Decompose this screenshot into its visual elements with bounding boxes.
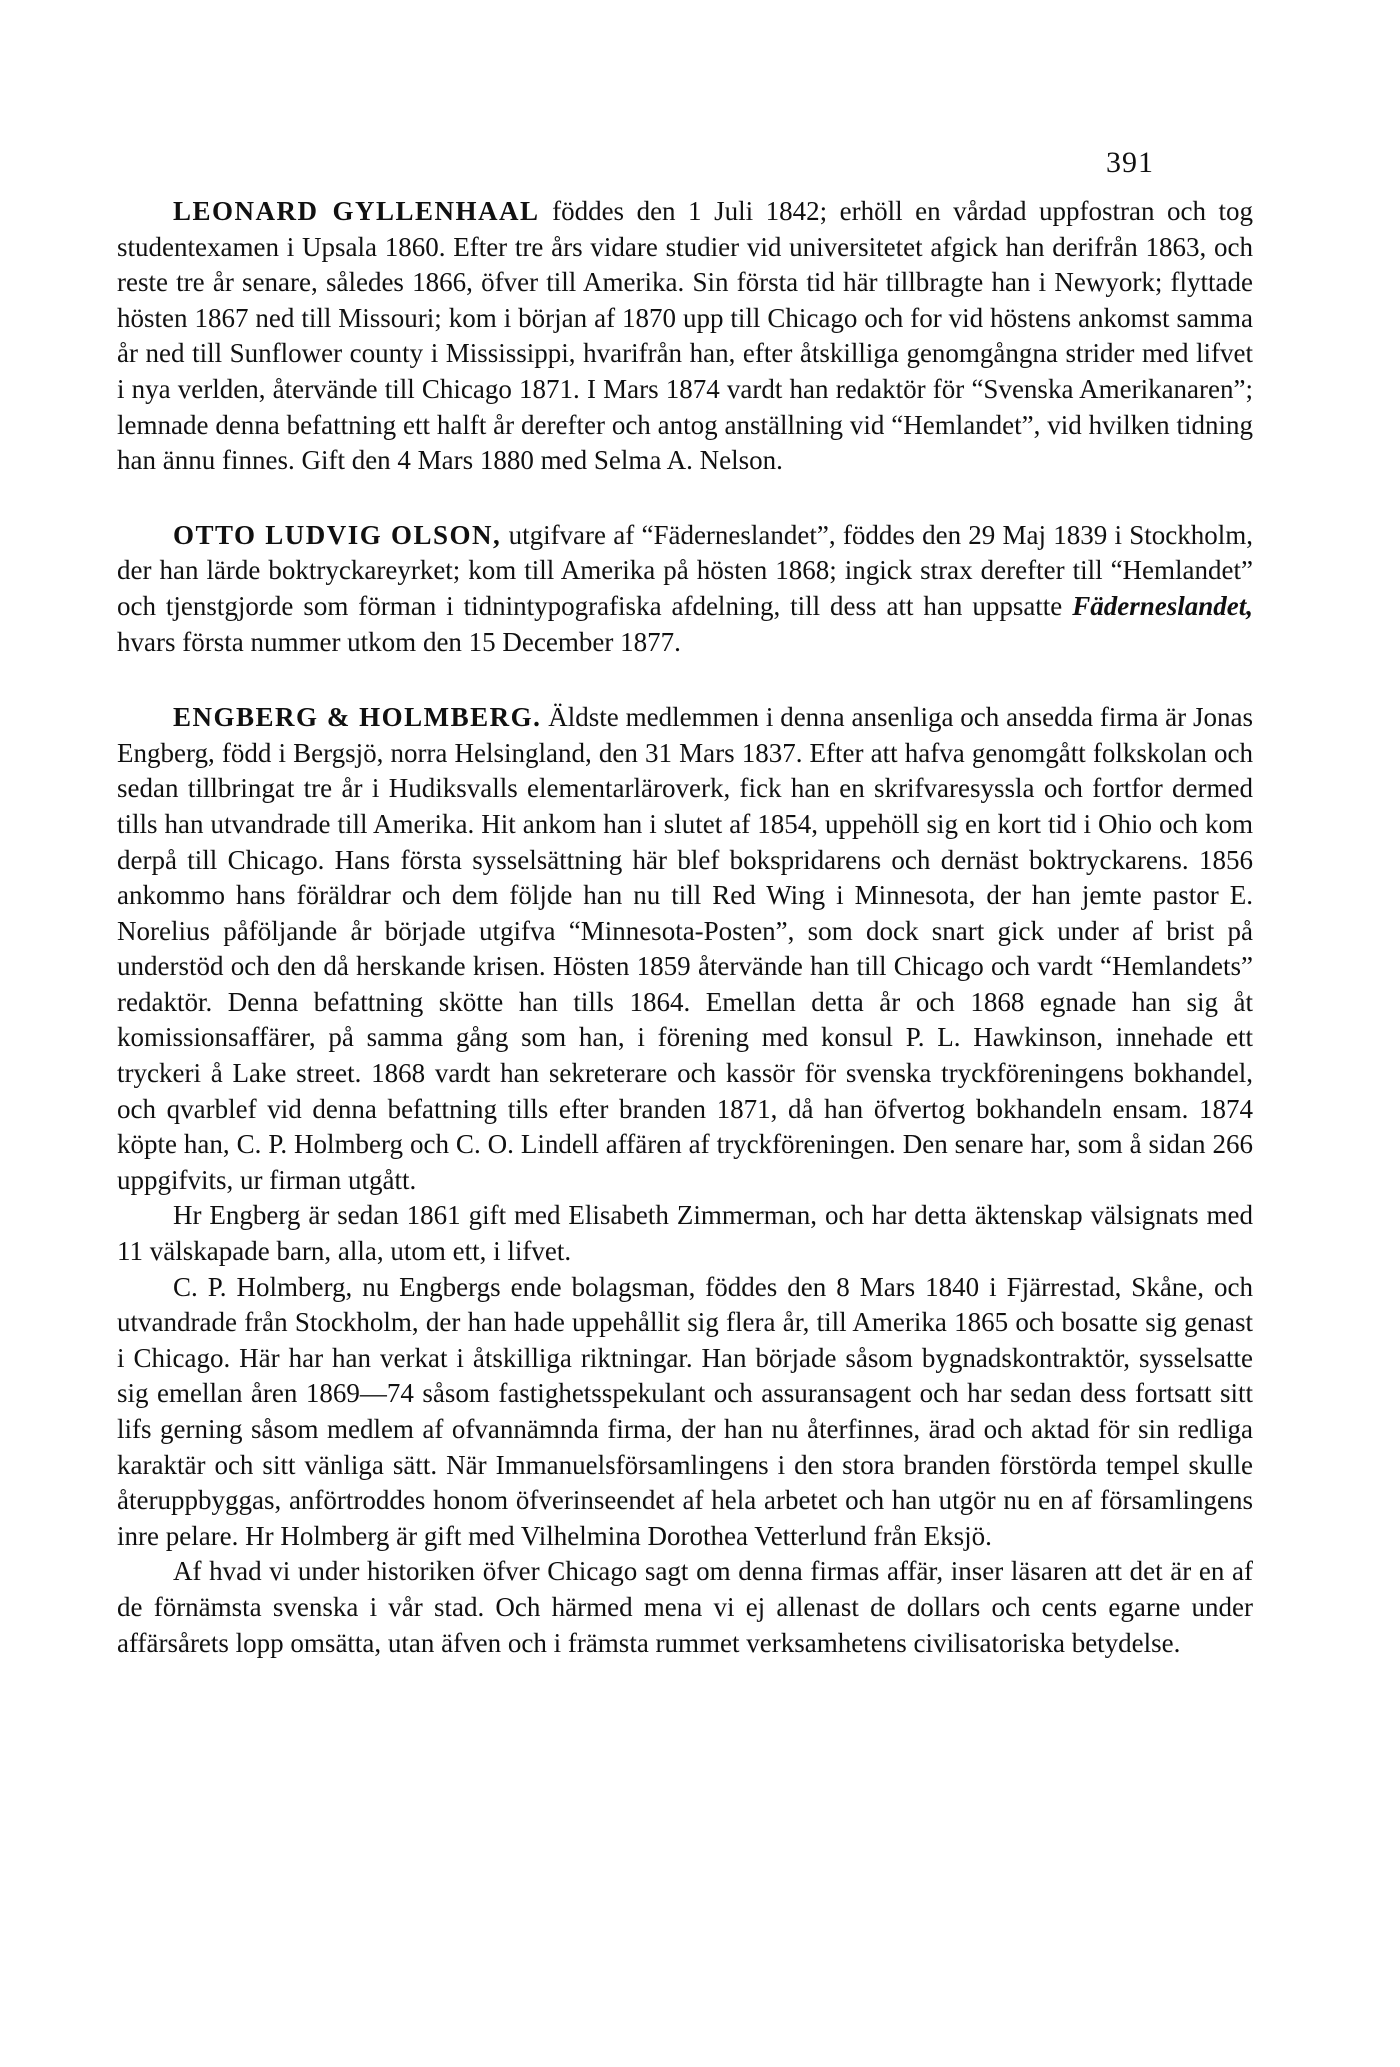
entry-engberg-holmberg <box>117 700 1253 1661</box>
entry-body: utgifvare af “Fäderneslandet”, föddes den 29 Maj 1839 i Stockholm, der han lärde boktryckareyrket; kom till Amerika på hösten 1868; ingick strax derefter till “Hemlandet” och tjenstgjorde som förman i tidnintypografiska afdelning, till dess att han uppsatte <box>117 519 1254 621</box>
entry-heading: ENGBERG & HOLMBERG. <box>173 702 542 733</box>
entry-otto-ludvig-olson <box>117 518 1253 660</box>
newspaper-title: Fäderneslandet, <box>1072 590 1253 621</box>
entry-paragraph <box>117 518 1253 660</box>
entry-paragraph: Hr Engberg är sedan 1861 gift med Elisabeth Zimmerman, och har detta äktenskap välsignats med 11 välskapade barn, alla, utom ett, i lifvet. <box>117 1200 1253 1267</box>
entry-heading: LEONARD GYLLENHAAL <box>173 196 540 226</box>
text-column <box>117 194 1253 1661</box>
entry-body: föddes den 1 Juli 1842; erhöll en vårdad uppfostran och tog studentexamen i Upsala 1860. Efter tre års vidare studier vid universitetet afgick han derifrån 1863, och reste tre år senare, således 1866, öfver till Amerika. Sin första tid här tillbragte han i Newyork; flyttade hösten 1867 ned till Missouri; kom i början af 1870 upp till Chicago och for vid höstens ankomst samma år ned till Sunflower county i Mississippi, hvarifrån han, efter åtskilliga genomgångna strider med lifvet i nya verlden, återvände till Chicago 1871. I Mars 1874 vardt han redaktör för “Svenska Amerikanaren”; lemnade denna befattning ett halft år derefter och antog anställning vid “Hemlandet”, vid hvilken tidning han ännu finnes. Gift den 4 Mars 1880 med Selma A. Nelson. <box>117 196 1254 476</box>
entry-body: Äldste medlemmen i denna ansenliga och ansedda firma är Jonas Engberg, född i Bergsjö, norra Helsingland, den 31 Mars 1837. Efter att hafva genomgått folkskolan och sedan tillbringat tre år i Hudiksvalls elementarläroverk, fick han en skrifvaresyssla och fortfor dermed tills han utvandrade till Amerika. Hit ankom han i slutet af 1854, uppehöll sig en kort tid i Ohio och kom derpå till Chicago. Hans första sysselsättning här blef bokspridarens och dernäst boktryckarens. 1856 ankommo hans föräldrar och dem följde han nu till Red Wing i Minnesota, der han jemte pastor E. Norelius påföljande år började utgifva “Minnesota-Posten”, som dock snart gick under af brist på understöd och den då herskande krisen. Hösten 1859 återvände han till Chicago och vardt “Hemlandets” redaktör. Denna befattning skötte han tills 1864. Emellan detta år och 1868 egnade han sig åt komissionsaffärer, på samma gång som han, i förening med konsul P. L. Hawkinson, innehade ett tryckeri å Lake street. 1868 vardt han sekreterare och kassör för svenska tryckföreningens bokhandel, och qvarblef vid denna befattning tills efter branden 1871, då han öfvertog bokhandeln ensam. 1874 köpte han, C. P. Holmberg och C. O. Lindell affären af tryckföreningen. Den senare har, som å sidan 266 uppgifvits, ur firman utgått. <box>117 702 1253 1195</box>
entry-paragraph <box>117 700 1253 1198</box>
entry-paragraph: C. P. Holmberg, nu Engbergs ende bolagsman, föddes den 8 Mars 1840 i Fjärrestad, Skåne, och utvandrade från Stockholm, der han hade uppehållit sig flera år, till Amerika 1865 och bosatte sig genast i Chicago. Här har han verkat i åtskilliga riktningar. Han började såsom bygnadskontraktör, sysselsatte sig emellan åren 1869—74 såsom fastighetsspekulant och assuransagent och har sedan dess fortsatt sitt lifs gerning såsom medlem af ofvannämnda firma, der han nu återfinnes, ärad och aktad för sin redliga karaktär och sitt vänliga sätt. När Immanuelsförsamlingens i den stora branden förstörda tempel skulle återuppbyggas, anförtroddes honom öfverinseendet af hela arbetet och han utgör nu en af församlingens inre pelare. Hr Holmberg är gift med Vilhelmina Dorothea Vetterlund från Eksjö. <box>117 1271 1253 1551</box>
entry-paragraph: Af hvad vi under historiken öfver Chicago sagt om denna firmas affär, inser läsaren att det är en af de förnämsta svenska i vår stad. Och härmed mena vi ej allenast de dollars och cents egarne under affärsårets lopp omsätta, utan äfven och i främsta rummet verksamhetens civilisatoriska betydelse. <box>117 1556 1253 1658</box>
entry-paragraph <box>117 194 1253 479</box>
entry-body-continued: hvars första nummer utkom den 15 December 1877. <box>117 626 681 657</box>
entry-heading: OTTO LUDVIG OLSON, <box>173 519 502 550</box>
page-number: 391 <box>1106 146 1154 179</box>
entry-leonard-gyllenhaal <box>117 194 1253 479</box>
